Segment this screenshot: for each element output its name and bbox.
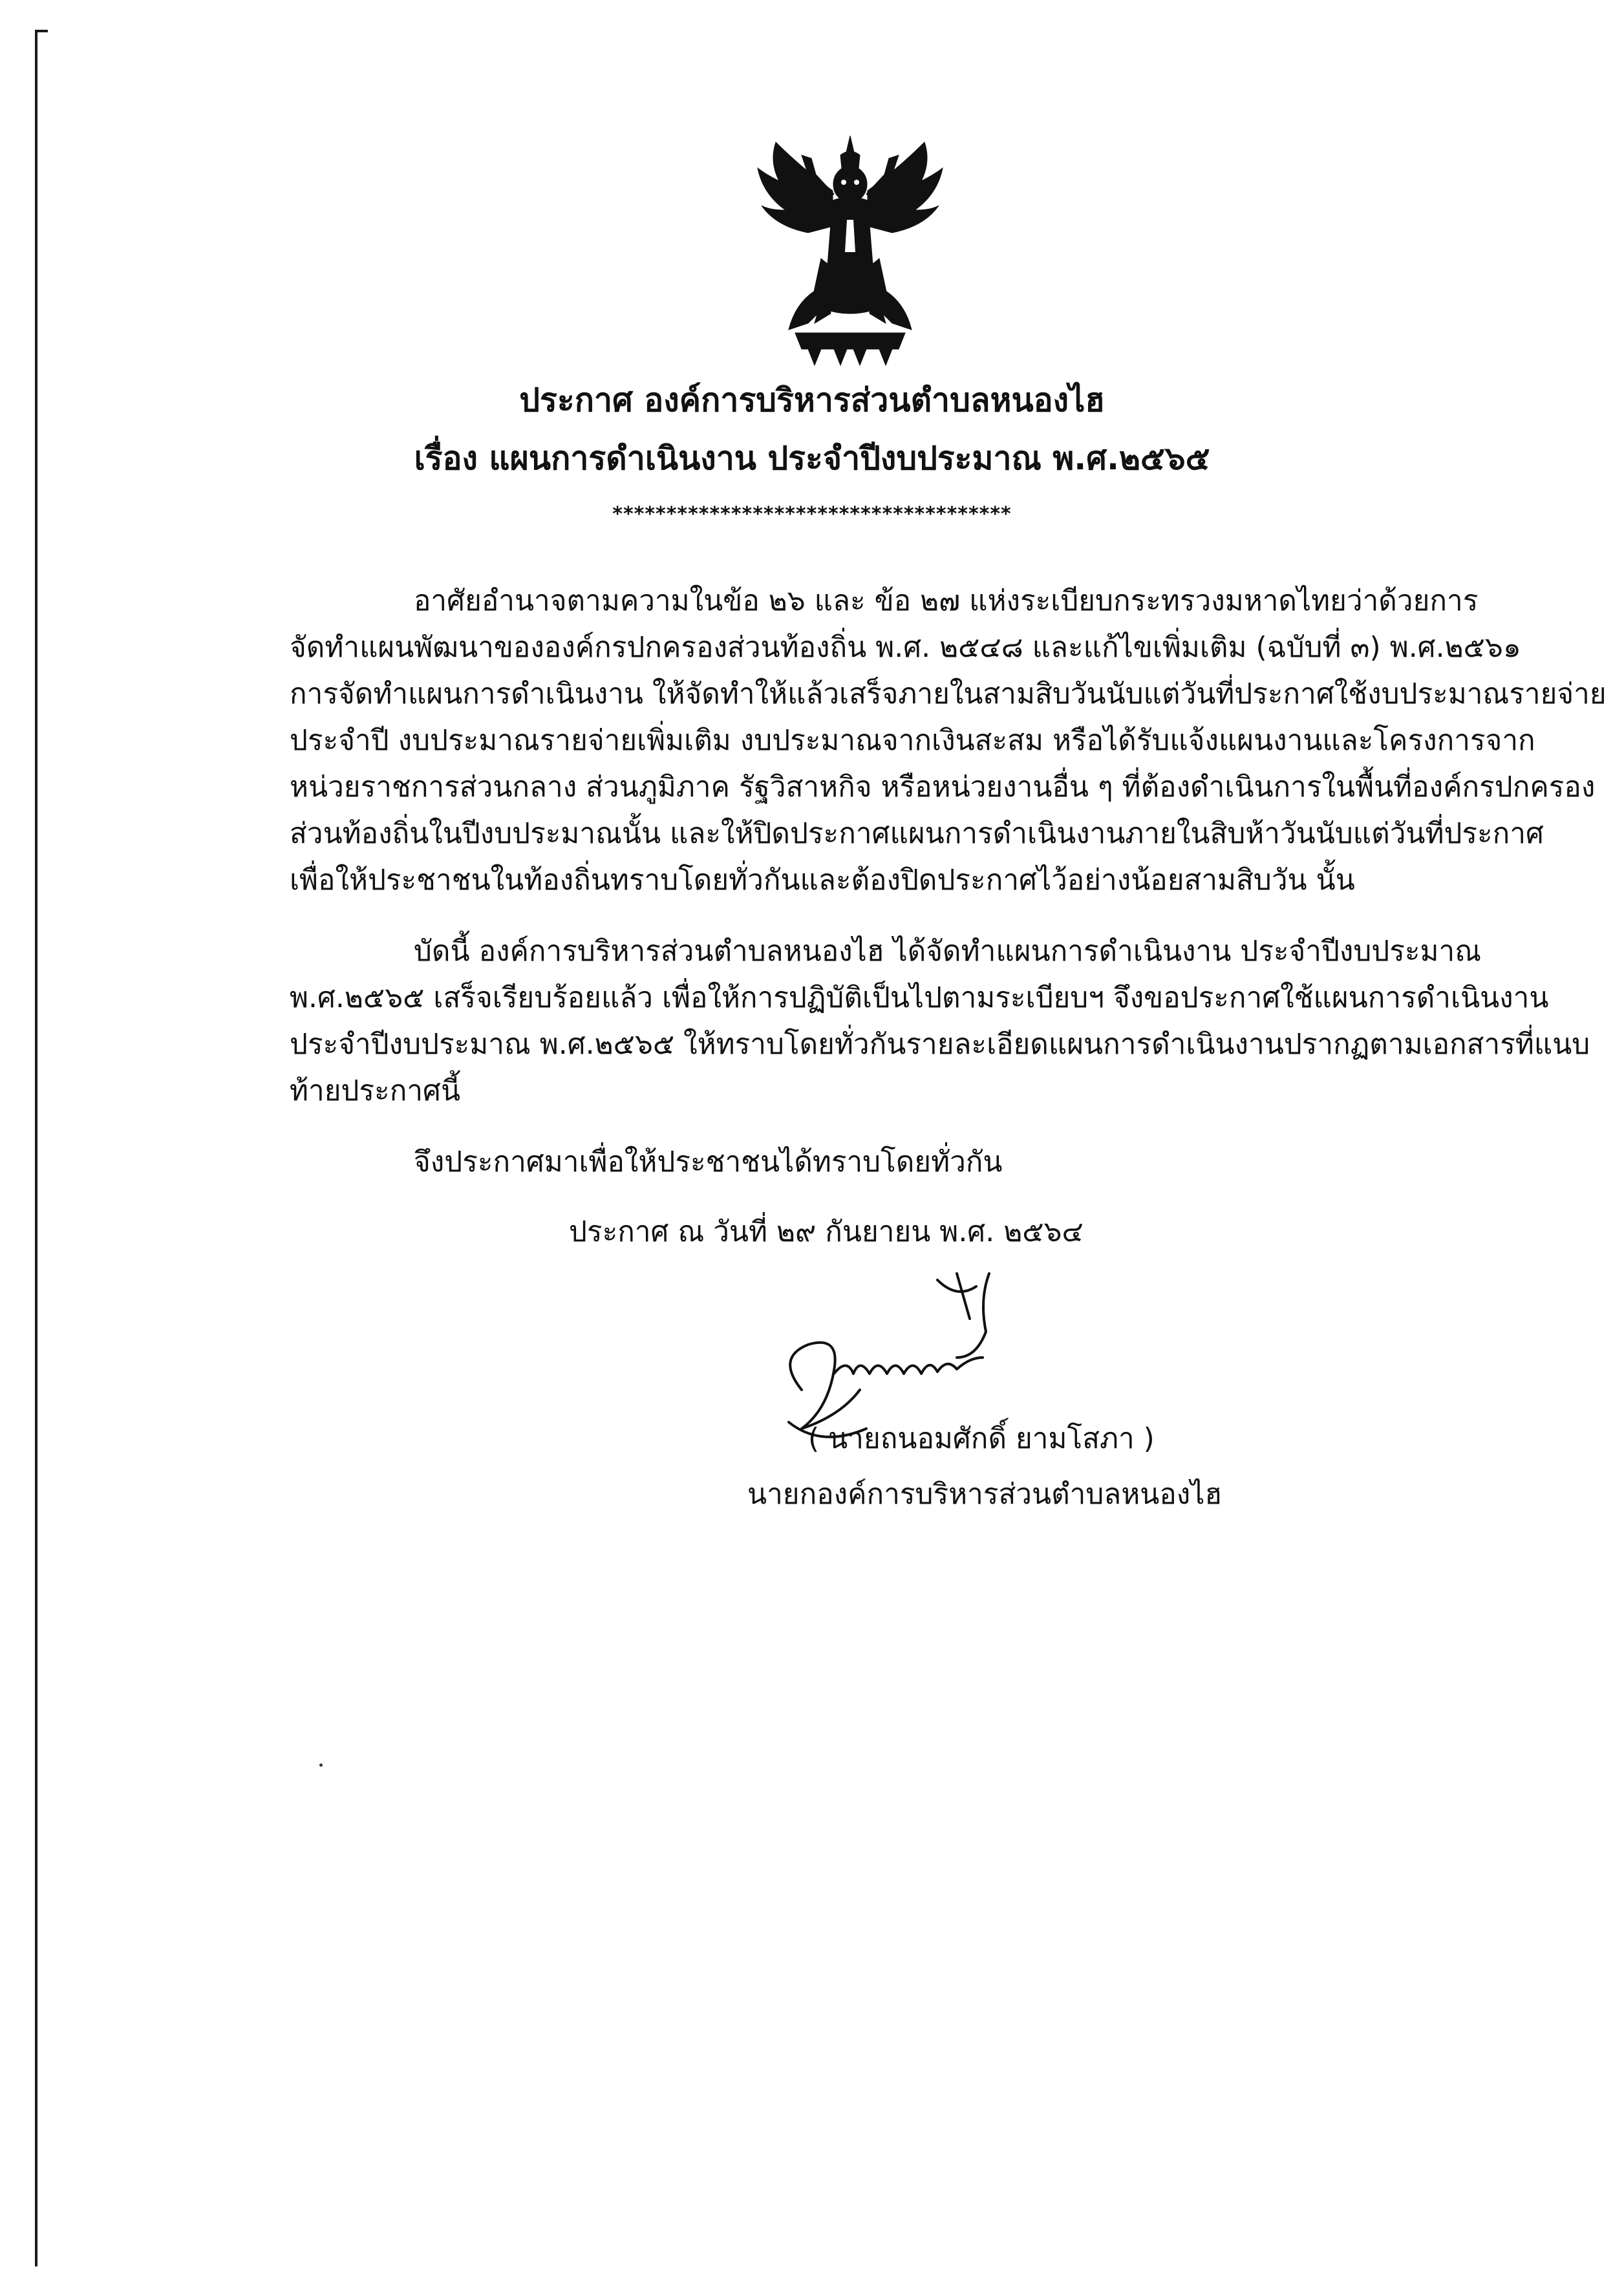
paragraph1-line: จัดทำแผนพัฒนาขององค์กรปกครองส่วนท้องถิ่น พ.ศ. ๒๕๔๘ และแก้ไขเพิ่มเติม (ฉบับที่ ๓) พ.ศ.๒๕๖๑ [290, 631, 1521, 664]
garuda-emblem-icon [750, 129, 950, 368]
announcement-title: ประกาศ องค์การบริหารส่วนตำบลหนองไฮ [519, 381, 1105, 419]
signer-name: ( นายถนอมศักดิ์ ยามโสภา ) [808, 1422, 1155, 1455]
paragraph2-line: ท้ายประกาศนี้ [290, 1074, 461, 1107]
paragraph2-line: พ.ศ.๒๕๖๕ เสร็จเรียบร้อยแล้ว เพื่อให้การปฏิบัติเป็นไปตามระเบียบฯ จึงขอประกาศใช้แผนการดำเนินงาน [290, 981, 1549, 1014]
signer-position: นายกองค์การบริหารส่วนตำบลหนองไฮ [747, 1478, 1223, 1511]
scan-edge-line [35, 30, 37, 2266]
scan-speck [319, 1764, 323, 1767]
paragraph2-line: ประจำปีงบประมาณ พ.ศ.๒๕๖๕ ให้ทราบโดยทั่วกันรายละเอียดแผนการดำเนินงานปรากฏตามเอกสารที่แนบ [290, 1028, 1590, 1061]
paragraph1-line: เพื่อให้ประชาชนในท้องถิ่นทราบโดยทั่วกันและต้องปิดประกาศไว้อย่างน้อยสามสิบวัน นั้น [290, 864, 1355, 897]
announcement-date: ประกาศ ณ วันที่ ๒๙ กันยายน พ.ศ. ๒๕๖๔ [569, 1215, 1084, 1248]
paragraph2-line: บัดนี้ องค์การบริหารส่วนตำบลหนองไฮ ได้จัดทำแผนการดำเนินงาน ประจำปีงบประมาณ [414, 935, 1482, 968]
paragraph1-line: อาศัยอำนาจตามความในข้อ ๒๖ และ ข้อ ๒๗ แห่งระเบียบกระทรวงมหาดไทยว่าด้วยการ [414, 584, 1479, 617]
paragraph1-line: การจัดทำแผนการดำเนินงาน ให้จัดทำให้แล้วเสร็จภายในสามสิบวันนับแต่วันที่ประกาศใช้งบประมาณรายจ่าย [290, 677, 1607, 710]
paragraph1-line: ประจำปี งบประมาณรายจ่ายเพิ่มเติม งบประมาณจากเงินสะสม หรือได้รับแจ้งแผนงานและโครงการจาก [290, 724, 1535, 757]
closing-statement: จึงประกาศมาเพื่อให้ประชาชนได้ทราบโดยทั่วกัน [414, 1146, 1003, 1178]
paragraph1-line: ส่วนท้องถิ่นในปีงบประมาณนั้น และให้ปิดประกาศแผนการดำเนินงานภายในสิบห้าวันนับแต่วันที่ประกาศ [290, 817, 1544, 850]
announcement-subject: เรื่อง แผนการดำเนินงาน ประจำปีงบประมาณ พ.ศ.๒๕๖๕ [414, 440, 1210, 477]
separator-stars: ************************************* [612, 503, 1012, 526]
scan-edge-corner [35, 30, 48, 32]
paragraph1-line: หน่วยราชการส่วนกลาง ส่วนภูมิภาค รัฐวิสาหกิจ หรือหน่วยงานอื่น ๆ ที่ต้องดำเนินการในพื้นที่องค์กรปกครอง [290, 771, 1596, 804]
